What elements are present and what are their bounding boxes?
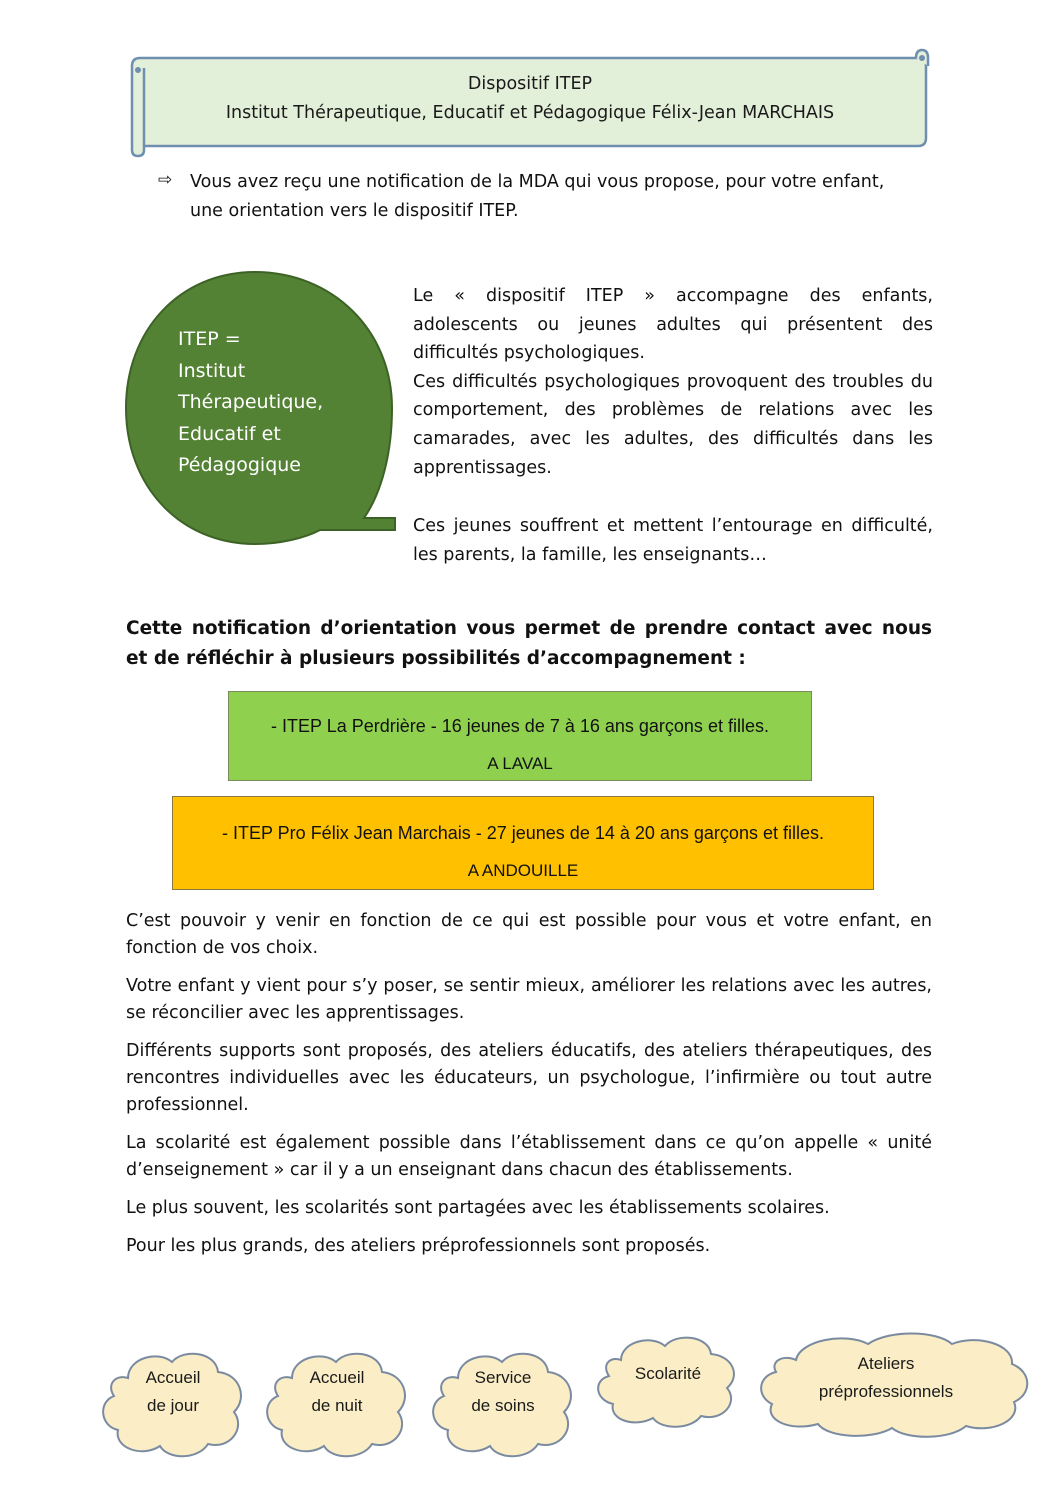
itep-description (413, 282, 933, 569)
bubble-line: Educatif et (178, 422, 281, 445)
cloud-label-line: Ateliers (857, 1354, 915, 1373)
description-paragraph: Ces difficultés psychologiques provoquent des troubles du comportement, des problèmes de relations avec les camarades, avec les adultes, des difficultés dans les apprentissages. (413, 371, 933, 478)
site-description: - ITEP Pro Félix Jean Marchais - 27 jeunes de 14 à 20 ans garçons et filles. (222, 823, 824, 843)
cloud-label-line: de jour (147, 1396, 199, 1415)
body-text (126, 908, 932, 1271)
body-paragraph: Le plus souvent, les scolarités sont partagées avec les établissements scolaires. (126, 1198, 830, 1218)
site-location: A ANDOUILLE (467, 861, 579, 880)
header-title-line2: Institut Thérapeutique, Educatif et Pédagogique Félix-Jean MARCHAIS (225, 103, 835, 123)
intro-line1: Vous avez reçu une notification de la MDA qui vous propose, pour votre enfant, (190, 172, 885, 192)
bubble-line: Pédagogique (178, 454, 301, 476)
itep-bubble-text (178, 324, 368, 482)
site-box-laval (228, 691, 812, 781)
cloud-label (262, 1364, 412, 1420)
body-paragraph: Différents supports sont proposés, des ateliers éducatifs, des ateliers thérapeutiques, des rencontres individuelles avec les éducateurs, un psychologue, l’infirmière ou tout autre professionnel. (126, 1041, 932, 1115)
site-description: - ITEP La Perdrière - 16 jeunes de 7 à 16 ans garçons et filles. (271, 716, 769, 736)
cloud-label-line: préprofessionnels (818, 1382, 954, 1401)
body-paragraph: C’est pouvoir y venir en fonction de ce qui est possible pour vous et votre enfant, en fonction de vos choix. (126, 911, 932, 958)
bubble-line: Institut (178, 359, 246, 382)
cloud-label-line: Accueil (145, 1368, 201, 1387)
site-box-andouille (172, 796, 874, 890)
description-paragraph: Le « dispositif ITEP » accompagne des enfants, adolescents ou jeunes adultes qui présentent des difficultés psychologiques. (413, 286, 933, 364)
body-paragraph: La scolarité est également possible dans l’établissement dans ce qu’on appelle « unité d’enseignement » car il y a un enseignant dans chacun des établissements. (126, 1133, 932, 1180)
description-paragraph: Ces jeunes souffrent et mettent l’entourage en difficulté, les parents, la famille, les enseignants… (413, 516, 933, 565)
cloud-label-line: Service (474, 1368, 532, 1387)
intro-text (190, 168, 930, 226)
body-paragraph: Votre enfant y vient pour s’y poser, se sentir mieux, améliorer les relations avec les autres, se réconcilier avec les apprentissages. (126, 976, 932, 1023)
intro-line2: une orientation vers le dispositif ITEP. (190, 201, 519, 221)
cloud-label (756, 1350, 1016, 1406)
cloud-label-line: de nuit (311, 1396, 363, 1415)
cloud-label-line: Accueil (309, 1368, 365, 1387)
cloud-label-line: de soins (471, 1396, 535, 1415)
site-location: A LAVAL (487, 754, 553, 773)
header-title-line1: Dispositif ITEP (467, 74, 593, 94)
cloud-label (98, 1364, 248, 1420)
cloud-label (592, 1360, 744, 1388)
cloud-label-line: Scolarité (634, 1364, 702, 1383)
lead-paragraph: Cette notification d’orientation vous permet de prendre contact avec nous et de réfléchir à plusieurs possibilités d’accompagnement : (126, 618, 932, 669)
header-title (140, 70, 920, 128)
body-paragraph: Pour les plus grands, des ateliers préprofessionnels sont proposés. (126, 1236, 711, 1256)
arrow-right-icon: ⇨ (158, 170, 173, 190)
cloud-label (428, 1364, 578, 1420)
bubble-line: Thérapeutique, (178, 391, 324, 413)
bubble-line: ITEP = (178, 328, 241, 350)
